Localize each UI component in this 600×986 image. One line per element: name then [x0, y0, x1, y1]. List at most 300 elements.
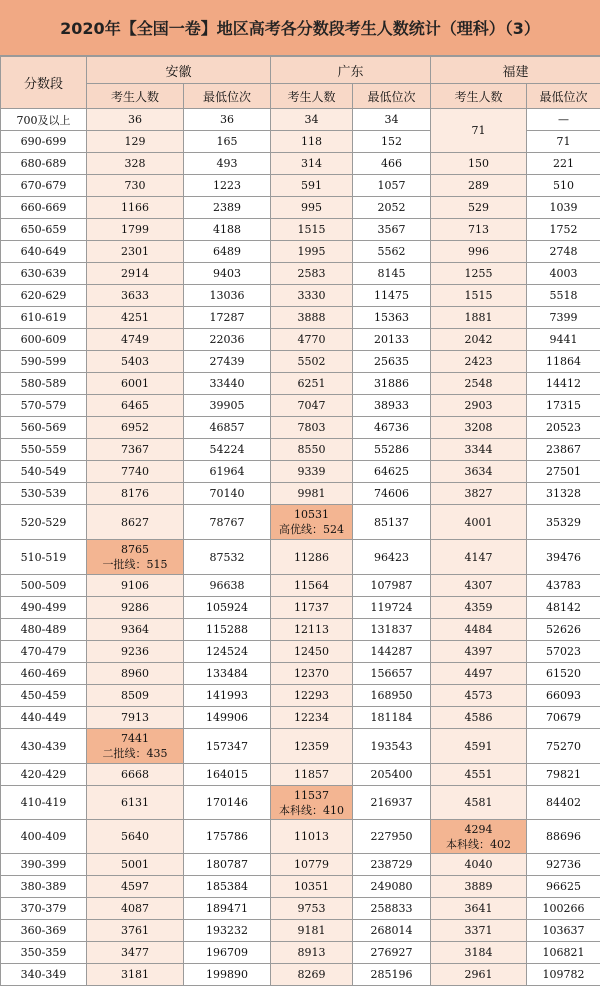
- min-rank: 115288: [184, 619, 271, 641]
- count-value: 529: [431, 201, 526, 214]
- student-count: [271, 153, 353, 175]
- score-segment: 510-519: [1, 540, 87, 575]
- threshold-label: 本科线：402: [431, 837, 526, 852]
- count-value: 2301: [87, 245, 183, 258]
- min-rank: 96638: [184, 575, 271, 597]
- student-count: [431, 920, 527, 942]
- count-header: 考生人数: [431, 84, 527, 109]
- student-count: [87, 575, 184, 597]
- min-rank: 227950: [353, 820, 431, 854]
- student-count: [271, 175, 353, 197]
- count-value: 12113: [271, 623, 352, 636]
- count-value: 9339: [271, 465, 352, 478]
- count-value: 4484: [431, 623, 526, 636]
- student-count: [431, 417, 527, 439]
- score-segment: 530-539: [1, 483, 87, 505]
- student-count: [87, 641, 184, 663]
- min-rank: 100266: [527, 898, 600, 920]
- count-value: 2961: [431, 968, 526, 981]
- threshold-label: 高优线：524: [271, 522, 352, 537]
- count-value: 10351: [271, 880, 352, 893]
- count-value: 1166: [87, 201, 183, 214]
- min-rank: 15363: [353, 307, 431, 329]
- count-value: 7047: [271, 399, 352, 412]
- count-value: 2423: [431, 355, 526, 368]
- threshold-count-cell: [87, 540, 184, 575]
- student-count: [271, 764, 353, 786]
- min-rank: 38933: [353, 395, 431, 417]
- count-value: 8627: [87, 516, 183, 529]
- min-rank: 33440: [184, 373, 271, 395]
- min-rank: 466: [353, 153, 431, 175]
- min-rank: 2748: [527, 241, 600, 263]
- table-row: [1, 942, 600, 964]
- count-value: 314: [271, 157, 352, 170]
- student-count: [431, 575, 527, 597]
- student-count: [87, 942, 184, 964]
- score-segment: 690-699: [1, 131, 87, 153]
- segment-header: 分数段: [1, 57, 87, 109]
- student-count: [431, 153, 527, 175]
- min-rank: 156657: [353, 663, 431, 685]
- min-rank: 5562: [353, 241, 431, 263]
- min-rank: 20133: [353, 329, 431, 351]
- count-value: 8269: [271, 968, 352, 981]
- threshold-label: 二批线：435: [87, 746, 183, 761]
- count-value: 4040: [431, 858, 526, 871]
- student-count: [87, 175, 184, 197]
- count-value: 4307: [431, 579, 526, 592]
- score-segment: 540-549: [1, 461, 87, 483]
- min-rank: 61964: [184, 461, 271, 483]
- table-row: [1, 707, 600, 729]
- min-rank: 152: [353, 131, 431, 153]
- count-value: 3888: [271, 311, 352, 324]
- student-count: [271, 417, 353, 439]
- count-value: 3633: [87, 289, 183, 302]
- min-rank: 144287: [353, 641, 431, 663]
- table-row: [1, 483, 600, 505]
- score-segment: 430-439: [1, 729, 87, 764]
- student-count: [87, 329, 184, 351]
- min-rank: 3567: [353, 219, 431, 241]
- student-count: [87, 663, 184, 685]
- count-value: 7740: [87, 465, 183, 478]
- min-rank: 39905: [184, 395, 271, 417]
- score-segment: 490-499: [1, 597, 87, 619]
- count-header: 考生人数: [87, 84, 184, 109]
- min-rank: 106821: [527, 942, 600, 964]
- min-rank: 11475: [353, 285, 431, 307]
- student-count: [271, 373, 353, 395]
- student-count: [271, 131, 353, 153]
- table-row: [1, 109, 600, 131]
- count-value: 7803: [271, 421, 352, 434]
- student-count: [87, 898, 184, 920]
- min-rank: 1039: [527, 197, 600, 219]
- student-count: [87, 920, 184, 942]
- student-count: [431, 197, 527, 219]
- student-count: [431, 483, 527, 505]
- min-rank: 105924: [184, 597, 271, 619]
- min-rank: 221: [527, 153, 600, 175]
- student-count: [87, 505, 184, 540]
- count-value: 6131: [87, 796, 183, 809]
- table-row: [1, 920, 600, 942]
- min-rank: 189471: [184, 898, 271, 920]
- count-value: 1515: [431, 289, 526, 302]
- min-rank: 170146: [184, 786, 271, 820]
- min-rank: 17315: [527, 395, 600, 417]
- student-count: [87, 197, 184, 219]
- count-value: 1995: [271, 245, 352, 258]
- min-rank: 70140: [184, 483, 271, 505]
- min-rank: 276927: [353, 942, 431, 964]
- student-count: [87, 351, 184, 373]
- count-value: 1515: [271, 223, 352, 236]
- min-rank: 22036: [184, 329, 271, 351]
- student-count: [271, 942, 353, 964]
- student-count: [431, 942, 527, 964]
- student-count: [431, 307, 527, 329]
- count-value: 3330: [271, 289, 352, 302]
- student-count: [271, 619, 353, 641]
- count-value: 12450: [271, 645, 352, 658]
- student-count: [271, 219, 353, 241]
- student-count: [87, 219, 184, 241]
- count-value: 9753: [271, 902, 352, 915]
- student-count: [87, 417, 184, 439]
- min-rank: 84402: [527, 786, 600, 820]
- table-row: [1, 263, 600, 285]
- min-rank: 510: [527, 175, 600, 197]
- min-rank: 54224: [184, 439, 271, 461]
- student-count: [87, 461, 184, 483]
- count-value: 2042: [431, 333, 526, 346]
- province-header-fujian: 福建: [431, 57, 600, 84]
- count-value: 11737: [271, 601, 352, 614]
- min-rank: 1057: [353, 175, 431, 197]
- min-rank: 109782: [527, 964, 600, 986]
- count-value: 2914: [87, 267, 183, 280]
- student-count: [271, 685, 353, 707]
- student-count: [431, 764, 527, 786]
- min-rank: 107987: [353, 575, 431, 597]
- min-rank: 27439: [184, 351, 271, 373]
- student-count: [271, 964, 353, 986]
- min-rank: 164015: [184, 764, 271, 786]
- count-value: 7441: [87, 731, 183, 746]
- student-count: [431, 854, 527, 876]
- score-segment: 670-679: [1, 175, 87, 197]
- min-rank: 1223: [184, 175, 271, 197]
- count-value: 12293: [271, 689, 352, 702]
- score-segment: 370-379: [1, 898, 87, 920]
- min-rank: 57023: [527, 641, 600, 663]
- min-rank: 180787: [184, 854, 271, 876]
- score-segment: 630-639: [1, 263, 87, 285]
- table-row: [1, 619, 600, 641]
- count-value: 11537: [271, 788, 352, 803]
- count-value: 9981: [271, 487, 352, 500]
- table-row: [1, 285, 600, 307]
- count-value: 1255: [431, 267, 526, 280]
- student-count: [271, 439, 353, 461]
- table-row: [1, 597, 600, 619]
- count-value: 9364: [87, 623, 183, 636]
- score-segment: 380-389: [1, 876, 87, 898]
- threshold-count-cell: [271, 786, 353, 820]
- min-rank: 165: [184, 131, 271, 153]
- student-count: [87, 876, 184, 898]
- student-count: [271, 285, 353, 307]
- count-value: 11013: [271, 830, 352, 843]
- count-value: 4359: [431, 601, 526, 614]
- min-rank: 43783: [527, 575, 600, 597]
- min-rank: 46857: [184, 417, 271, 439]
- student-count: [431, 505, 527, 540]
- score-segment: 660-669: [1, 197, 87, 219]
- count-value: 11286: [271, 551, 352, 564]
- min-rank: 2052: [353, 197, 431, 219]
- student-count: [87, 854, 184, 876]
- min-rank: 64625: [353, 461, 431, 483]
- count-value: 12370: [271, 667, 352, 680]
- min-rank: 181184: [353, 707, 431, 729]
- student-count: [431, 241, 527, 263]
- min-rank: 131837: [353, 619, 431, 641]
- count-value: 5001: [87, 858, 183, 871]
- count-value: 129: [87, 135, 183, 148]
- table-row: [1, 395, 600, 417]
- min-rank: 157347: [184, 729, 271, 764]
- score-segment: 410-419: [1, 786, 87, 820]
- min-rank: 124524: [184, 641, 271, 663]
- student-count: [87, 439, 184, 461]
- min-rank: 96423: [353, 540, 431, 575]
- count-value: 4497: [431, 667, 526, 680]
- student-count: [271, 395, 353, 417]
- min-rank: 25635: [353, 351, 431, 373]
- count-value: 8960: [87, 667, 183, 680]
- count-value: 4397: [431, 645, 526, 658]
- count-value: 3827: [431, 487, 526, 500]
- min-rank: 4003: [527, 263, 600, 285]
- student-count: [271, 241, 353, 263]
- count-value: 11564: [271, 579, 352, 592]
- min-rank: 175786: [184, 820, 271, 854]
- student-count: [271, 898, 353, 920]
- student-count: [271, 575, 353, 597]
- count-value: 5640: [87, 830, 183, 843]
- count-value: 8550: [271, 443, 352, 456]
- min-rank: 75270: [527, 729, 600, 764]
- min-rank: 1752: [527, 219, 600, 241]
- student-count: [271, 307, 353, 329]
- min-rank: 199890: [184, 964, 271, 986]
- count-value: 713: [431, 223, 526, 236]
- count-value: 8509: [87, 689, 183, 702]
- count-value: 1881: [431, 311, 526, 324]
- table-row: [1, 417, 600, 439]
- student-count: [87, 619, 184, 641]
- count-value: 4573: [431, 689, 526, 702]
- student-count: [431, 351, 527, 373]
- student-count: [431, 461, 527, 483]
- min-rank: 39476: [527, 540, 600, 575]
- count-value: 4551: [431, 768, 526, 781]
- min-rank: 249080: [353, 876, 431, 898]
- student-count: [431, 729, 527, 764]
- count-value: 11857: [271, 768, 352, 781]
- count-value: 9181: [271, 924, 352, 937]
- threshold-label: 一批线：515: [87, 557, 183, 572]
- count-value: 6001: [87, 377, 183, 390]
- count-value: 3889: [431, 880, 526, 893]
- student-count: [87, 685, 184, 707]
- count-value: 2903: [431, 399, 526, 412]
- table-row: [1, 351, 600, 373]
- count-value: 34: [271, 113, 352, 126]
- student-count: [431, 707, 527, 729]
- table-row: [1, 329, 600, 351]
- min-rank: 103637: [527, 920, 600, 942]
- count-value: 3208: [431, 421, 526, 434]
- count-value: 150: [431, 157, 526, 170]
- count-value: 996: [431, 245, 526, 258]
- table-row: [1, 729, 600, 764]
- student-count: [87, 820, 184, 854]
- student-count: [431, 876, 527, 898]
- table-row: [1, 663, 600, 685]
- min-rank: 119724: [353, 597, 431, 619]
- student-count: [271, 729, 353, 764]
- table-row: [1, 307, 600, 329]
- score-segment: 550-559: [1, 439, 87, 461]
- student-count: [271, 197, 353, 219]
- min-rank: 268014: [353, 920, 431, 942]
- count-value: 4597: [87, 880, 183, 893]
- count-value: 9106: [87, 579, 183, 592]
- score-segment: 600-609: [1, 329, 87, 351]
- table-row: [1, 197, 600, 219]
- score-segment: 390-399: [1, 854, 87, 876]
- student-count: [431, 663, 527, 685]
- student-count: [87, 597, 184, 619]
- count-value: 4591: [431, 740, 526, 753]
- province-header-anhui: 安徽: [87, 57, 271, 84]
- student-count: [431, 395, 527, 417]
- min-rank: 493: [184, 153, 271, 175]
- threshold-count-cell: [87, 729, 184, 764]
- count-value: 591: [271, 179, 352, 192]
- min-rank: 11864: [527, 351, 600, 373]
- count-value: 1799: [87, 223, 183, 236]
- table-row: [1, 540, 600, 575]
- min-rank: 258833: [353, 898, 431, 920]
- student-count: [271, 707, 353, 729]
- count-value: 36: [87, 113, 183, 126]
- count-value: 6251: [271, 377, 352, 390]
- student-count: [271, 920, 353, 942]
- count-value: 6465: [87, 399, 183, 412]
- min-rank: 193543: [353, 729, 431, 764]
- score-segment: 400-409: [1, 820, 87, 854]
- student-count: [431, 540, 527, 575]
- count-value: 4087: [87, 902, 183, 915]
- student-count: [271, 820, 353, 854]
- rank-header: 最低位次: [184, 84, 271, 109]
- count-value: 5502: [271, 355, 352, 368]
- table-row: [1, 153, 600, 175]
- count-value: 9286: [87, 601, 183, 614]
- score-segment: 640-649: [1, 241, 87, 263]
- min-rank: 17287: [184, 307, 271, 329]
- count-value: 2583: [271, 267, 352, 280]
- count-value: 118: [271, 135, 352, 148]
- table-row: [1, 854, 600, 876]
- min-rank: 141993: [184, 685, 271, 707]
- table-row: [1, 461, 600, 483]
- min-rank: 27501: [527, 461, 600, 483]
- score-segment: 650-659: [1, 219, 87, 241]
- count-value: 8913: [271, 946, 352, 959]
- table-row: [1, 898, 600, 920]
- count-value: 3371: [431, 924, 526, 937]
- min-rank: 196709: [184, 942, 271, 964]
- score-segment: 440-449: [1, 707, 87, 729]
- student-count: [431, 219, 527, 241]
- count-value: 7913: [87, 711, 183, 724]
- score-segment: 450-459: [1, 685, 87, 707]
- score-segment: 480-489: [1, 619, 87, 641]
- count-value: 3184: [431, 946, 526, 959]
- student-count: [87, 131, 184, 153]
- min-rank: 23867: [527, 439, 600, 461]
- count-value: 9236: [87, 645, 183, 658]
- min-rank: 34: [353, 109, 431, 131]
- min-rank: 20523: [527, 417, 600, 439]
- table-row: [1, 641, 600, 663]
- count-value: 2548: [431, 377, 526, 390]
- min-rank: 185384: [184, 876, 271, 898]
- student-count: [431, 786, 527, 820]
- score-segment: 520-529: [1, 505, 87, 540]
- student-count: [271, 663, 353, 685]
- score-segment: 700及以上: [1, 109, 87, 131]
- count-value: 8765: [87, 542, 183, 557]
- count-value: 3634: [431, 465, 526, 478]
- min-rank: 4188: [184, 219, 271, 241]
- student-count: [271, 263, 353, 285]
- count-value: 4251: [87, 311, 183, 324]
- score-segment: 580-589: [1, 373, 87, 395]
- student-count: [271, 461, 353, 483]
- min-rank: 14412: [527, 373, 600, 395]
- count-value: 12234: [271, 711, 352, 724]
- count-value: 3477: [87, 946, 183, 959]
- student-count: [87, 964, 184, 986]
- student-count: [431, 329, 527, 351]
- count-value: 995: [271, 201, 352, 214]
- min-rank: 48142: [527, 597, 600, 619]
- student-count: [87, 153, 184, 175]
- min-rank: 46736: [353, 417, 431, 439]
- min-rank: 78767: [184, 505, 271, 540]
- min-rank: 71: [527, 131, 600, 153]
- score-segment: 610-619: [1, 307, 87, 329]
- min-rank: 92736: [527, 854, 600, 876]
